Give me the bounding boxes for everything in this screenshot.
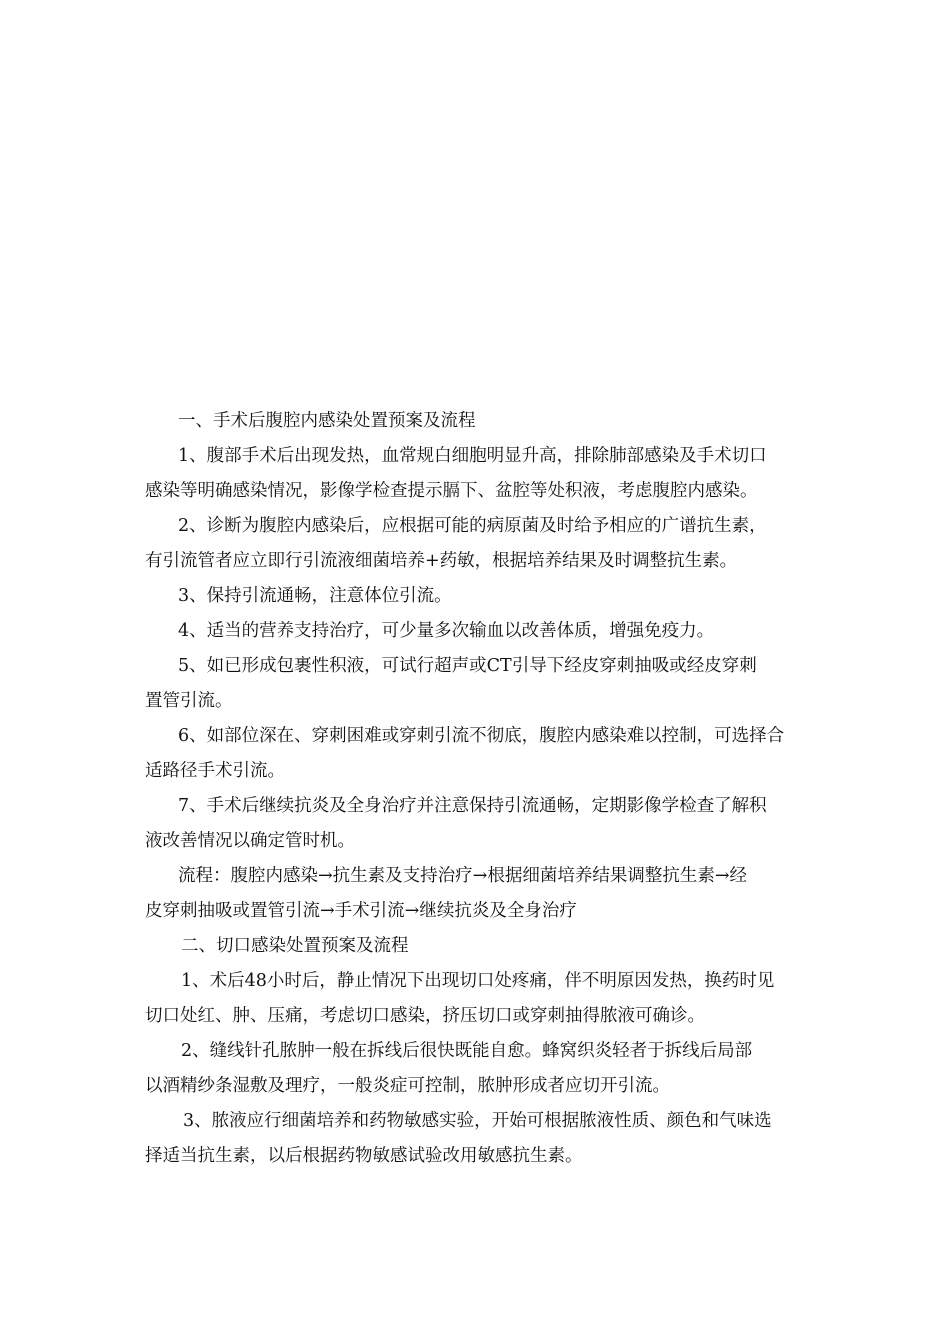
section1-item5-line1: 5、如已形成包裹性积液，可试行超声或CT引导下经皮穿刺抽吸或经皮穿刺: [178, 656, 757, 676]
section1-item7-line2: 液改善情况以确定管时机。: [145, 831, 355, 851]
document-body: [145, 404, 810, 1174]
section1-item4: 4、适当的营养支持治疗，可少量多次输血以改善体质，增强免疫力。: [178, 621, 715, 641]
section2-item3-line2: 择适当抗生素，以后根据药物敏感试验改用敏感抗生素。: [145, 1146, 583, 1166]
section2-title: 二、切口感染处置预案及流程: [181, 936, 409, 956]
section1-item3: 3、保持引流通畅，注意体位引流。: [178, 586, 452, 606]
section1-item6-line2: 适路径手术引流。: [145, 761, 285, 781]
section1-flow-line2: 皮穿刺抽吸或置管引流→手术引流→继续抗炎及全身治疗: [145, 901, 577, 921]
section2-item2-line1: 2、缝线针孔脓肿一般在拆线后很快既能自愈。蜂窝织炎轻者于拆线后局部: [181, 1041, 753, 1061]
section2-item3-line1: 3、脓液应行细菌培养和药物敏感实验，开始可根据脓液性质、颜色和气味选: [183, 1111, 772, 1131]
section2-item2-line2: 以酒精纱条湿敷及理疗，一般炎症可控制，脓肿形成者应切开引流。: [145, 1076, 670, 1096]
section1-item7-line1: 7、手术后继续抗炎及全身治疗并注意保持引流通畅，定期影像学检查了解积: [178, 796, 767, 816]
section1-item5-line2: 置管引流。: [145, 691, 233, 711]
section1-title: 一、手术后腹腔内感染处置预案及流程: [178, 411, 476, 431]
section1-item2-line1: 2、诊断为腹腔内感染后，应根据可能的病原菌及时给予相应的广谱抗生素，: [178, 516, 767, 536]
section2-item1-line1: 1、术后48小时后，静止情况下出现切口处疼痛，伴不明原因发热，换药时见: [181, 971, 775, 991]
section1-item6-line1: 6、如部位深在、穿刺困难或穿刺引流不彻底，腹腔内感染难以控制，可选择合: [178, 726, 785, 746]
section1-flow-line1: 流程：腹腔内感染→抗生素及支持治疗→根据细菌培养结果调整抗生素→经: [178, 866, 747, 886]
section1-item1-line2: 感染等明确感染情况，影像学检查提示膈下、盆腔等处积液，考虑腹腔内感染。: [145, 481, 758, 501]
section2-item1-line2: 切口处红、肿、压痛，考虑切口感染，挤压切口或穿刺抽得脓液可确诊。: [145, 1006, 705, 1026]
section1-item1-line1: 1、腹部手术后出现发热，血常规白细胞明显升高，排除肺部感染及手术切口: [178, 446, 767, 466]
section1-item2-line2: 有引流管者应立即行引流液细菌培养+药敏，根据培养结果及时调整抗生素。: [145, 551, 738, 571]
